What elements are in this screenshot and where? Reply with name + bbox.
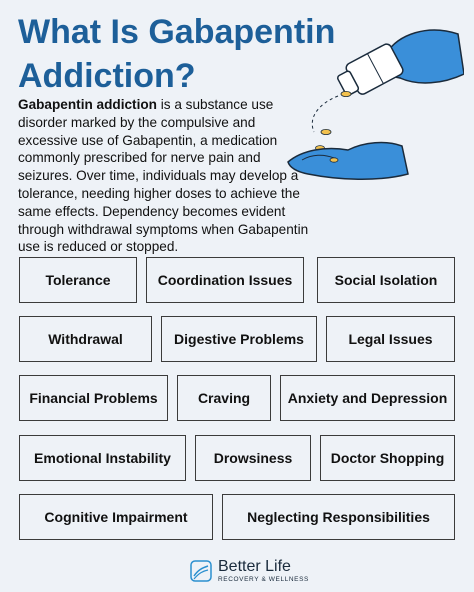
sign-box: Cognitive Impairment [19,494,213,540]
sign-box: Drowsiness [195,435,311,481]
title-line-1: What Is Gabapentin [18,13,336,51]
sign-box: Doctor Shopping [320,435,455,481]
sign-box: Financial Problems [19,375,168,421]
sign-box: Tolerance [19,257,137,303]
sign-box: Neglecting Responsibilities [222,494,455,540]
sign-box: Anxiety and Depression [280,375,455,421]
sign-box: Coordination Issues [146,257,304,303]
intro-bold-term: Gabapentin addiction [18,97,157,112]
title-line-2: Addiction? [18,57,196,95]
sign-box: Social Isolation [317,257,455,303]
intro-text: is a substance use disorder marked by the compulsive and excessive use of Gabapentin, a medication commonly prescribed for nerve pain and seizures. Over time, individuals may develop a tolerance, needing higher doses to achieve the same effects. Dependency becomes evident through withdrawal symptoms when Gabapentin use is reduced or stopped. [18,97,309,255]
sign-box: Digestive Problems [161,316,317,362]
sign-box: Withdrawal [19,316,152,362]
footer-brand [190,556,340,586]
brand-tagline: RECOVERY & WELLNESS [218,575,309,583]
sign-box: Emotional Instability [19,435,186,481]
sign-box: Craving [177,375,271,421]
better-life-logo-icon [190,560,212,582]
brand-name: Better Life [218,557,291,575]
sign-box: Legal Issues [326,316,455,362]
